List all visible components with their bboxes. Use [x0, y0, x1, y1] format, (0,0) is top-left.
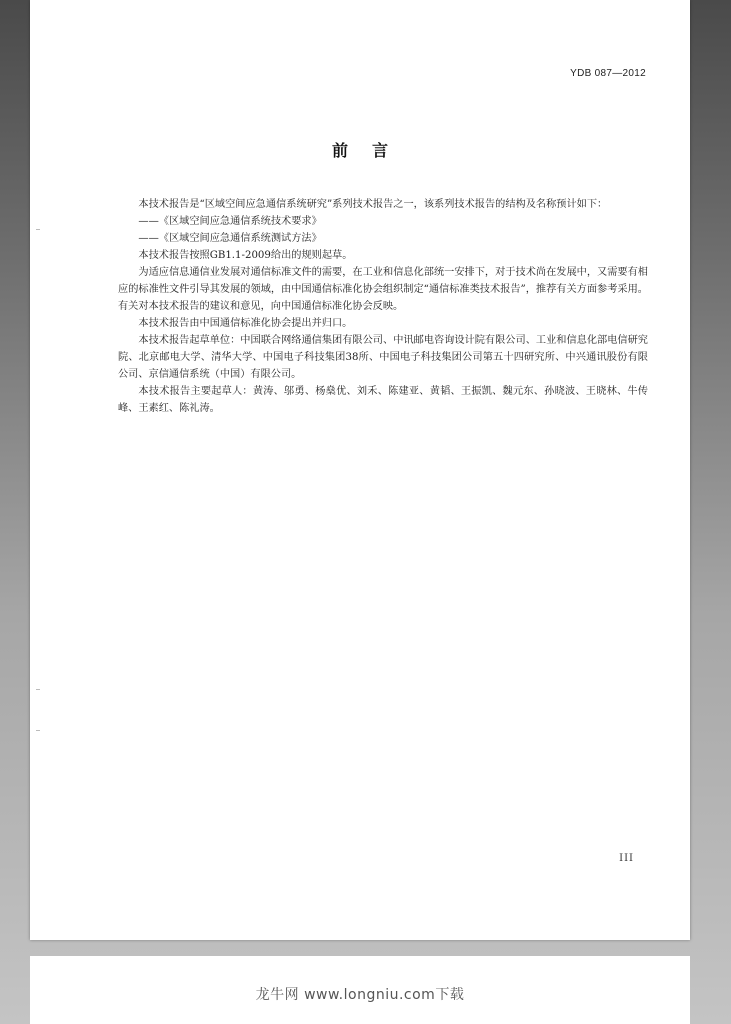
- paragraph: ——《区域空间应急通信系统测试方法》: [138, 233, 322, 244]
- margin-mark: [36, 730, 40, 731]
- paragraph: 本技术报告由中国通信标准化协会提出并归口。: [138, 318, 353, 329]
- body-text: [118, 196, 648, 417]
- paragraph: ——《区域空间应急通信系统技术要求》: [138, 216, 322, 227]
- document-code: YDB 087—2012: [570, 68, 646, 79]
- margin-mark: [36, 689, 40, 690]
- page-number: III: [619, 853, 634, 864]
- paragraph: 为适应信息通信业发展对通信标准文件的需要，在工业和信息化部统一安排下，对于技术尚在发展中，又需要有相应的标准性文件引导其发展的领域，由中国通信标准化协会组织制定“通信标准类技术报告”，推荐有关方面参考采用。有关对本技术报告的建议和意见，向中国通信标准化协会反映。: [118, 267, 648, 312]
- footer-bar: [30, 956, 690, 1024]
- footer-text[interactable]: 龙牛网 www.longniu.com下载: [255, 987, 465, 1003]
- paragraph: 本技术报告起草单位：中国联合网络通信集团有限公司、中讯邮电咨询设计院有限公司、工业和信息化部电信研究院、北京邮电大学、清华大学、中国电子科技集团38所、中国电子科技集团公司第五十四研究所、中兴通讯股份有限公司、京信通信系统（中国）有限公司。: [118, 335, 648, 380]
- paragraph: 本技术报告按照GB1.1-2009给出的规则起草。: [138, 250, 353, 261]
- margin-mark: [36, 229, 40, 230]
- paragraph: 本技术报告主要起草人：黄涛、邬勇、杨燊优、刘禾、陈建亚、黄韬、王振凯、魏元东、孙晓波、王晓林、牛传峰、王素红、陈礼涛。: [118, 386, 648, 414]
- paragraph: 本技术报告是“区域空间应急通信系统研究”系列技术报告之一，该系列技术报告的结构及名称预计如下：: [138, 199, 608, 210]
- document-page: [30, 0, 690, 940]
- page-title: 前言: [331, 141, 412, 160]
